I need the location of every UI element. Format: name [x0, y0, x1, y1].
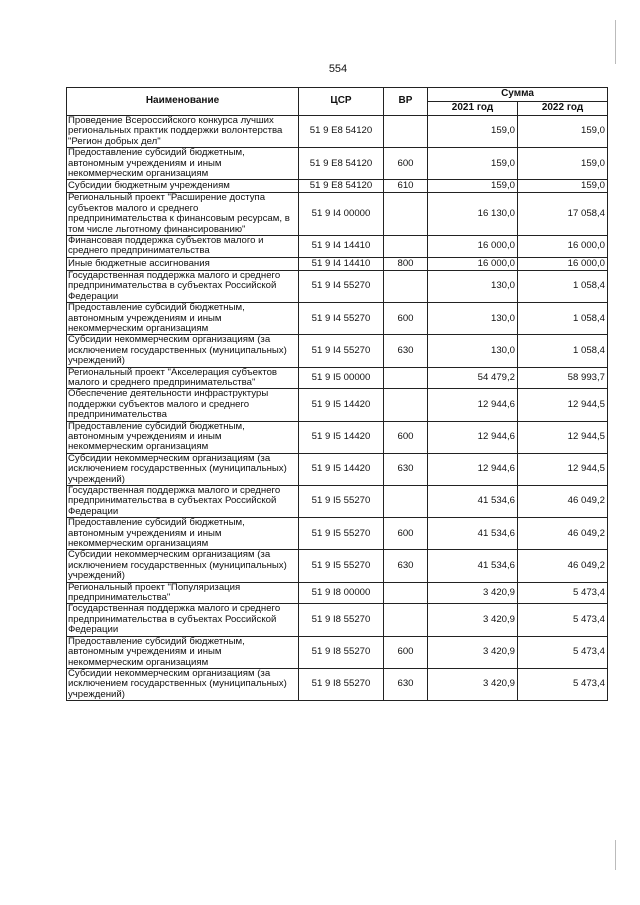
table-row: [67, 148, 608, 180]
header-year-2021: 2021 год: [428, 102, 518, 116]
cell-y2021: 3 420,9: [428, 582, 518, 604]
header-year-2022: 2022 год: [518, 102, 608, 116]
cell-y2022: 17 058,4: [518, 193, 608, 236]
page-number: 554: [328, 63, 348, 75]
cell-name: Иные бюджетные ассигнования: [67, 257, 299, 270]
cell-vr: 600: [384, 421, 428, 453]
cell-csr: 51 9 I8 55270: [299, 668, 384, 700]
cell-y2021: 54 479,2: [428, 367, 518, 389]
cell-y2021: 3 420,9: [428, 604, 518, 636]
scan-margin-mark: [615, 840, 616, 870]
cell-y2022: 159,0: [518, 116, 608, 148]
cell-name: Государственная поддержка малого и среднего предпринимательства в субъектах Российской Федерации: [67, 270, 299, 302]
table-row: [67, 453, 608, 485]
cell-name: Предоставление субсидий бюджетным, автономным учреждениям и иным некоммерческим организациям: [67, 303, 299, 335]
cell-vr: [384, 193, 428, 236]
cell-vr: [384, 582, 428, 604]
cell-csr: 51 9 I5 55270: [299, 486, 384, 518]
table-row: [67, 636, 608, 668]
cell-csr: 51 9 I4 14410: [299, 236, 384, 258]
table-row: [67, 389, 608, 421]
cell-y2022: 46 049,2: [518, 486, 608, 518]
table-row: [67, 270, 608, 302]
cell-name: Обеспечение деятельности инфраструктуры поддержки субъектов малого и среднего предпринимательства: [67, 389, 299, 421]
cell-y2022: 12 944,5: [518, 421, 608, 453]
table-row: [67, 550, 608, 582]
cell-csr: 51 9 I4 55270: [299, 270, 384, 302]
cell-vr: 630: [384, 668, 428, 700]
cell-csr: 51 9 E8 54120: [299, 180, 384, 193]
cell-vr: [384, 367, 428, 389]
cell-y2022: 12 944,5: [518, 389, 608, 421]
cell-name: Субсидии некоммерческим организациям (за исключением государственных (муниципальных) учреждений): [67, 668, 299, 700]
cell-csr: 51 9 I5 14420: [299, 453, 384, 485]
cell-y2021: 41 534,6: [428, 486, 518, 518]
cell-y2022: 1 058,4: [518, 335, 608, 367]
cell-name: Предоставление субсидий бюджетным, автономным учреждениям и иным некоммерческим организациям: [67, 421, 299, 453]
table-row: [67, 518, 608, 550]
cell-csr: 51 9 E8 54120: [299, 116, 384, 148]
table-row: [67, 303, 608, 335]
cell-name: Субсидии некоммерческим организациям (за исключением государственных (муниципальных) учреждений): [67, 550, 299, 582]
cell-csr: 51 9 I5 55270: [299, 518, 384, 550]
cell-y2022: 5 473,4: [518, 604, 608, 636]
cell-y2021: 12 944,6: [428, 453, 518, 485]
cell-csr: 51 9 I5 00000: [299, 367, 384, 389]
cell-vr: 630: [384, 335, 428, 367]
cell-y2022: 159,0: [518, 148, 608, 180]
header-csr: ЦСР: [299, 88, 384, 116]
table-header: [67, 88, 608, 116]
cell-y2021: 130,0: [428, 270, 518, 302]
cell-csr: 51 9 I4 55270: [299, 335, 384, 367]
cell-y2022: 16 000,0: [518, 236, 608, 258]
table-row: [67, 668, 608, 700]
cell-y2021: 159,0: [428, 148, 518, 180]
cell-y2021: 16 000,0: [428, 257, 518, 270]
cell-y2021: 16 000,0: [428, 236, 518, 258]
cell-y2022: 5 473,4: [518, 636, 608, 668]
cell-y2022: 46 049,2: [518, 518, 608, 550]
cell-vr: 610: [384, 180, 428, 193]
cell-y2022: 5 473,4: [518, 668, 608, 700]
cell-y2021: 16 130,0: [428, 193, 518, 236]
cell-csr: 51 9 I5 55270: [299, 550, 384, 582]
cell-csr: 51 9 I4 14410: [299, 257, 384, 270]
cell-y2021: 12 944,6: [428, 389, 518, 421]
cell-name: Предоставление субсидий бюджетным, автономным учреждениям и иным некоммерческим организациям: [67, 518, 299, 550]
cell-vr: 600: [384, 518, 428, 550]
budget-table: [66, 87, 608, 701]
cell-y2021: 41 534,6: [428, 518, 518, 550]
table-row: [67, 486, 608, 518]
cell-vr: 630: [384, 550, 428, 582]
cell-y2022: 1 058,4: [518, 270, 608, 302]
cell-y2021: 12 944,6: [428, 421, 518, 453]
cell-name: Предоставление субсидий бюджетным, автономным учреждениям и иным некоммерческим организациям: [67, 148, 299, 180]
cell-y2021: 41 534,6: [428, 550, 518, 582]
cell-y2022: 12 944,5: [518, 453, 608, 485]
cell-name: Проведение Всероссийского конкурса лучших региональных практик поддержки волонтерства "Регион добрых дел": [67, 116, 299, 148]
cell-vr: 600: [384, 148, 428, 180]
cell-name: Региональный проект "Акселерация субъектов малого и среднего предпринимательства": [67, 367, 299, 389]
table-row: [67, 604, 608, 636]
table-row: [67, 582, 608, 604]
cell-y2021: 159,0: [428, 116, 518, 148]
cell-name: Субсидии некоммерческим организациям (за исключением государственных (муниципальных) учреждений): [67, 335, 299, 367]
cell-vr: 600: [384, 303, 428, 335]
table-row: [67, 367, 608, 389]
cell-vr: 630: [384, 453, 428, 485]
cell-y2022: 46 049,2: [518, 550, 608, 582]
cell-name: Региональный проект "Расширение доступа субъектов малого и среднего предпринимательства к финансовым ресурсам, в том числе льготному финансированию": [67, 193, 299, 236]
cell-vr: 600: [384, 636, 428, 668]
cell-y2022: 159,0: [518, 180, 608, 193]
cell-vr: [384, 270, 428, 302]
cell-vr: [384, 389, 428, 421]
table-row: [67, 116, 608, 148]
cell-y2021: 3 420,9: [428, 636, 518, 668]
cell-name: Региональный проект "Популяризация предпринимательства": [67, 582, 299, 604]
cell-csr: 51 9 I4 55270: [299, 303, 384, 335]
cell-csr: 51 9 I5 14420: [299, 421, 384, 453]
cell-csr: 51 9 I8 00000: [299, 582, 384, 604]
header-name: Наименование: [67, 88, 299, 116]
cell-name: Субсидии бюджетным учреждениям: [67, 180, 299, 193]
cell-y2022: 16 000,0: [518, 257, 608, 270]
cell-y2021: 3 420,9: [428, 668, 518, 700]
table-row: [67, 257, 608, 270]
cell-y2021: 130,0: [428, 335, 518, 367]
cell-y2022: 1 058,4: [518, 303, 608, 335]
cell-name: Государственная поддержка малого и среднего предпринимательства в субъектах Российской Федерации: [67, 604, 299, 636]
table-row: [67, 180, 608, 193]
cell-vr: [384, 486, 428, 518]
table-row: [67, 193, 608, 236]
cell-vr: [384, 116, 428, 148]
cell-vr: 800: [384, 257, 428, 270]
cell-csr: 51 9 I4 00000: [299, 193, 384, 236]
table-row: [67, 421, 608, 453]
table-row: [67, 236, 608, 258]
cell-csr: 51 9 I5 14420: [299, 389, 384, 421]
cell-vr: [384, 604, 428, 636]
cell-name: Предоставление субсидий бюджетным, автономным учреждениям и иным некоммерческим организациям: [67, 636, 299, 668]
cell-y2022: 5 473,4: [518, 582, 608, 604]
cell-y2021: 130,0: [428, 303, 518, 335]
table-row: [67, 335, 608, 367]
cell-y2021: 159,0: [428, 180, 518, 193]
cell-y2022: 58 993,7: [518, 367, 608, 389]
cell-csr: 51 9 I8 55270: [299, 636, 384, 668]
header-vr: ВР: [384, 88, 428, 116]
cell-name: Субсидии некоммерческим организациям (за исключением государственных (муниципальных) учреждений): [67, 453, 299, 485]
header-sum: Сумма: [428, 88, 608, 102]
cell-name: Государственная поддержка малого и среднего предпринимательства в субъектах Российской Федерации: [67, 486, 299, 518]
cell-vr: [384, 236, 428, 258]
cell-csr: 51 9 I8 55270: [299, 604, 384, 636]
cell-name: Финансовая поддержка субъектов малого и среднего предпринимательства: [67, 236, 299, 258]
table-body: [67, 116, 608, 701]
scan-margin-mark: [615, 20, 616, 64]
cell-csr: 51 9 E8 54120: [299, 148, 384, 180]
